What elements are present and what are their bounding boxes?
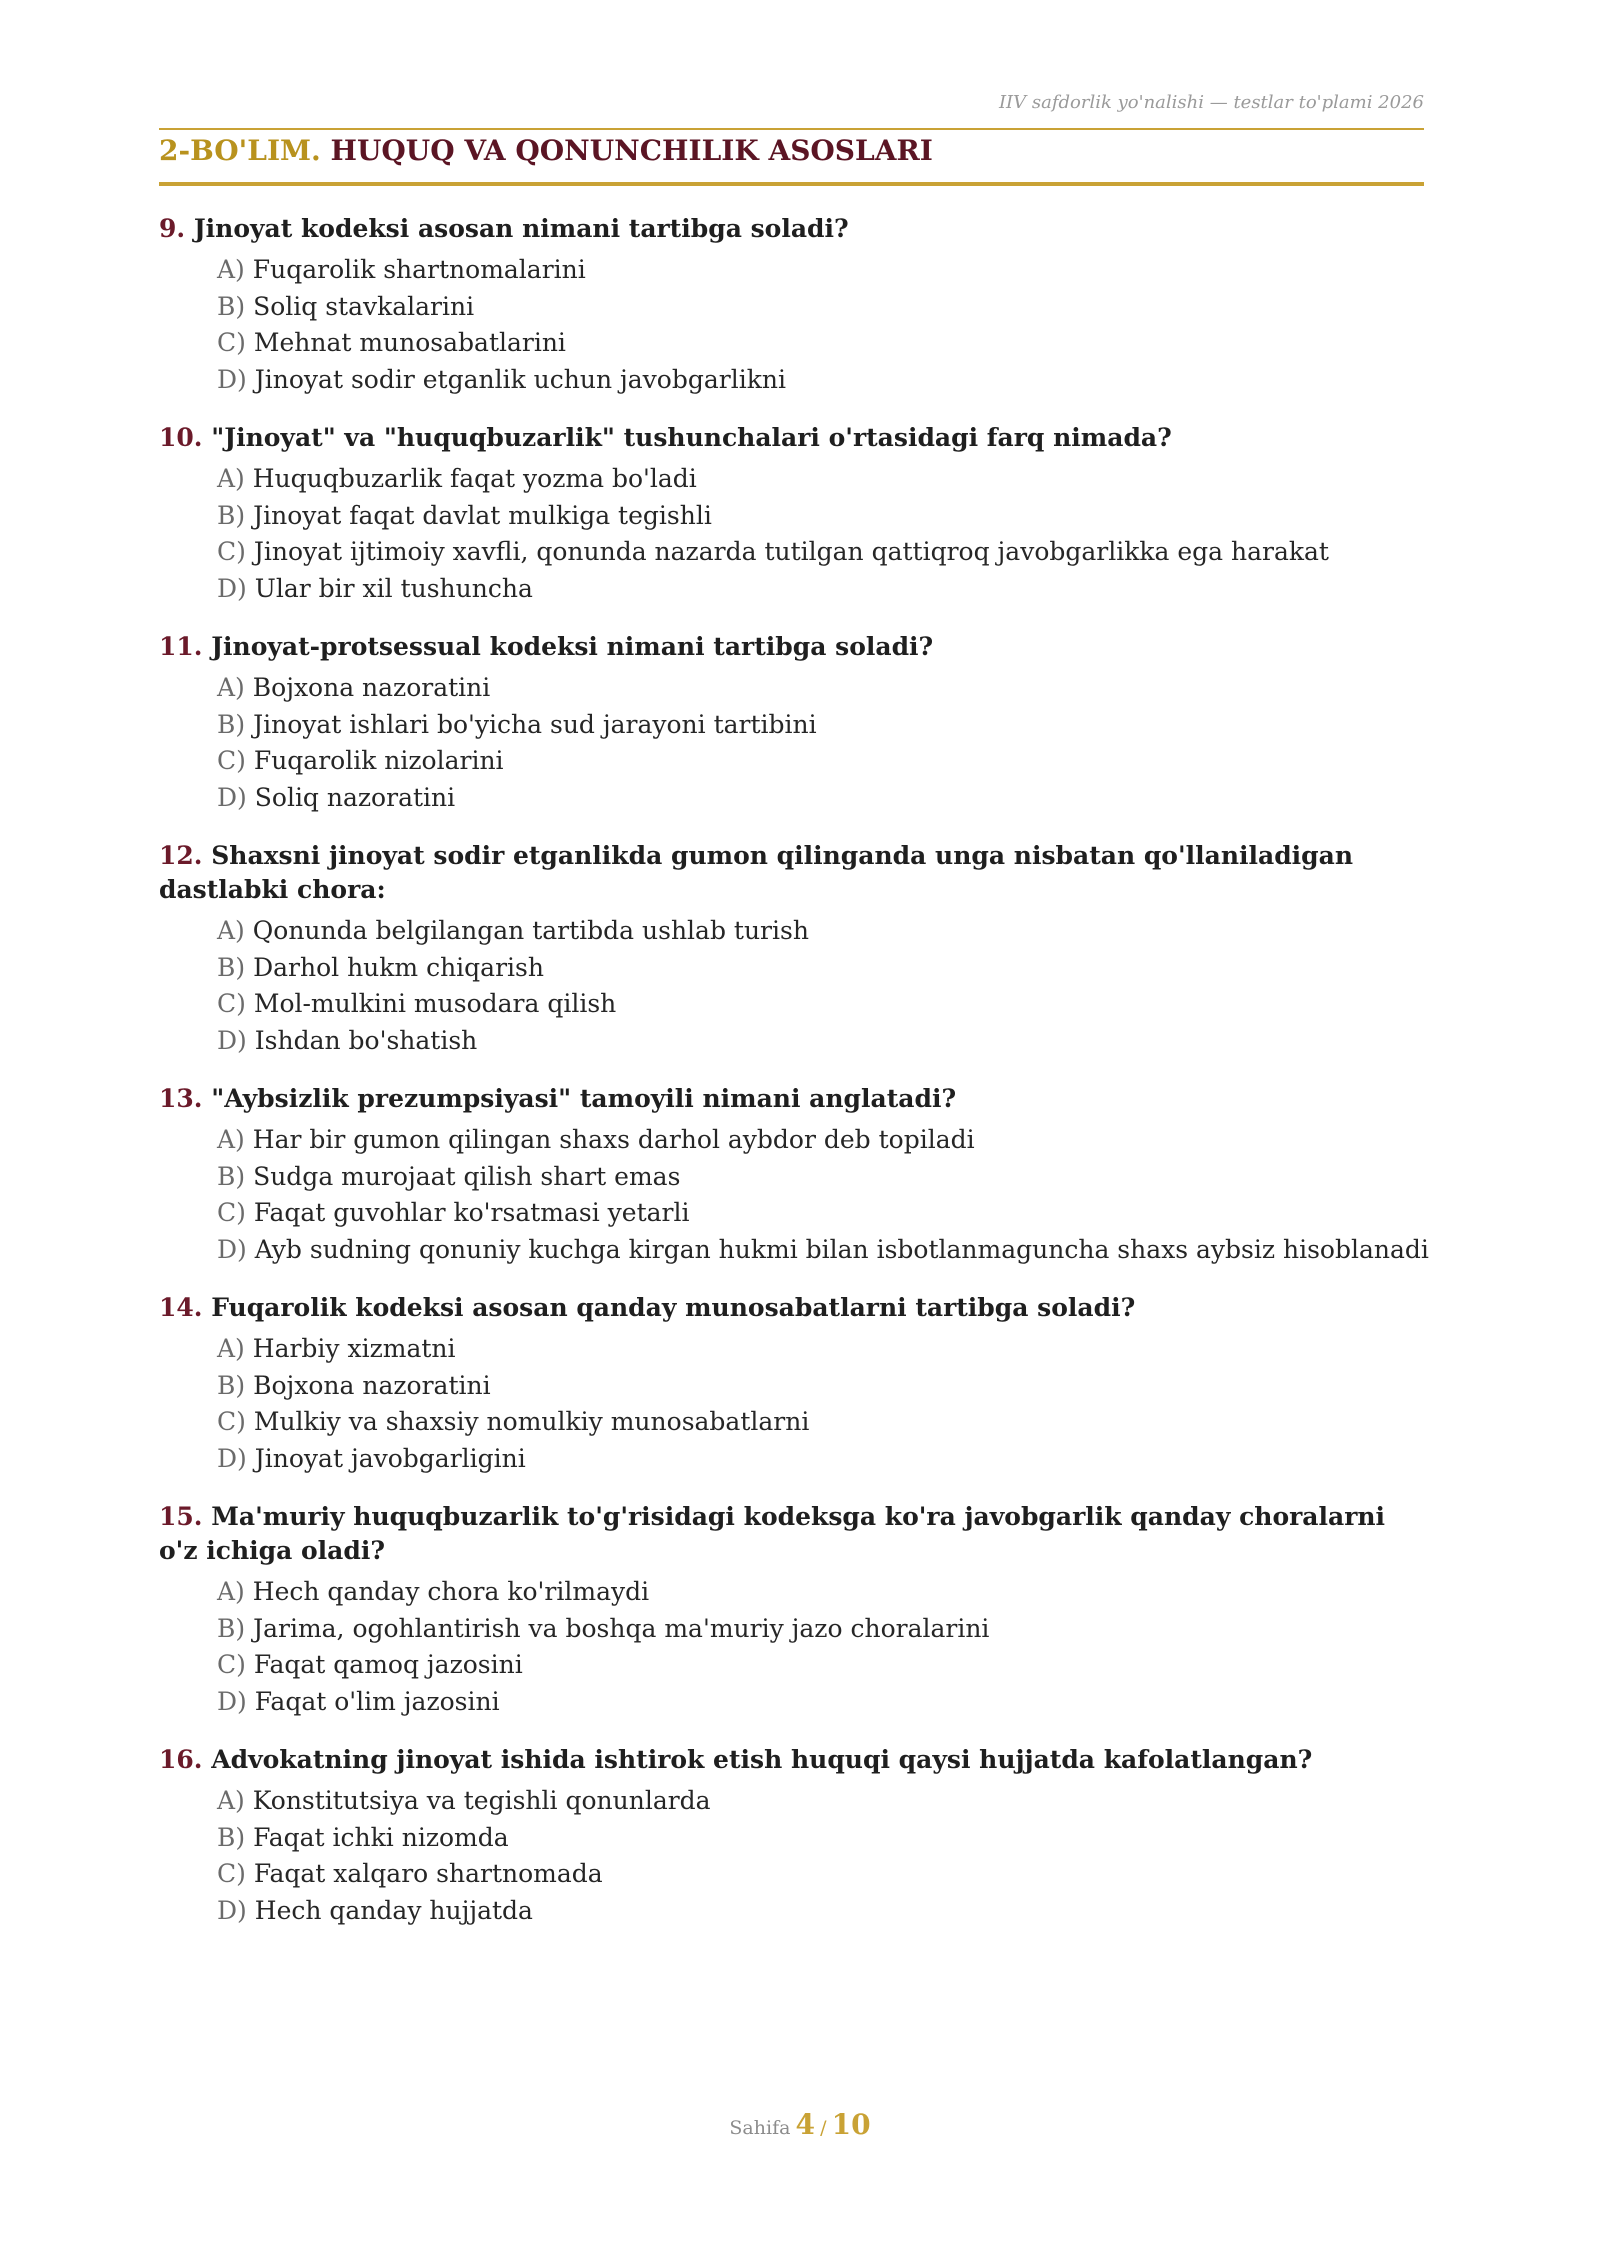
option-text: Faqat xalqaro shartnomada — [253, 1859, 603, 1888]
question-text — [159, 421, 1424, 455]
answer-options — [159, 1783, 1424, 1929]
option-text: Fuqarolik shartnomalarini — [252, 255, 586, 284]
answer-option — [217, 1232, 1429, 1269]
option-letter: D) — [217, 573, 247, 603]
option-text: Hech qanday chora ko'rilmaydi — [252, 1577, 650, 1606]
option-text: Faqat o'lim jazosini — [254, 1686, 500, 1716]
option-text: Ular bir xil tushuncha — [254, 573, 533, 603]
question-number: 12. — [159, 841, 203, 870]
answer-option — [217, 1159, 1424, 1196]
answer-option — [217, 986, 1424, 1023]
option-letter: A) — [217, 673, 245, 702]
answer-option — [217, 950, 1424, 987]
option-letter: A) — [217, 916, 245, 945]
question-body: Jinoyat kodeksi asosan nimani tartibga soladi? — [193, 214, 849, 243]
question-body: "Aybsizlik prezumpsiyasi" tamoyili nimani anglatadi? — [211, 1084, 957, 1113]
option-text: Qonunda belgilangan tartibda ushlab turish — [252, 916, 809, 945]
answer-option — [217, 289, 1424, 326]
option-letter: B) — [217, 952, 246, 982]
question-block — [159, 839, 1424, 1059]
current-page-number: 4 — [795, 2108, 816, 2141]
option-letter: C) — [217, 989, 246, 1018]
question-text — [159, 212, 1424, 246]
question-block — [159, 421, 1424, 607]
option-text: Harbiy xizmatni — [252, 1334, 456, 1363]
option-letter: D) — [217, 1895, 247, 1925]
answer-options — [159, 1331, 1424, 1477]
question-block — [159, 1291, 1424, 1477]
answer-option — [217, 670, 1424, 707]
option-letter: B) — [217, 1822, 246, 1852]
question-block — [159, 212, 1424, 398]
option-letter: C) — [217, 746, 246, 775]
option-text: Jinoyat javobgarligini — [254, 1443, 526, 1473]
option-letter: A) — [217, 1125, 245, 1154]
question-block — [159, 1743, 1424, 1929]
question-text — [159, 1743, 1424, 1777]
option-letter: D) — [217, 1234, 247, 1264]
option-letter: A) — [217, 1577, 245, 1606]
question-body: Shaxsni jinoyat sodir etganlikda gumon qilinganda unga nisbatan qo'llaniladigan dastlabki chora: — [159, 841, 1354, 904]
option-text: Soliq nazoratini — [254, 782, 456, 812]
option-text: Har bir gumon qilingan shaxs darhol aybdor deb topiladi — [252, 1125, 975, 1154]
option-text: Mol-mulkini musodara qilish — [253, 989, 617, 1018]
question-text — [159, 630, 1424, 664]
option-text: Soliq stavkalarini — [253, 291, 475, 321]
section-divider — [159, 182, 1424, 186]
section-title: HUQUQ VA QONUNCHILIK ASOSLARI — [330, 134, 933, 167]
question-number: 15. — [159, 1502, 203, 1531]
option-letter: C) — [217, 1407, 246, 1436]
option-text: Darhol hukm chiqarish — [253, 952, 544, 982]
option-text: Bojxona nazoratini — [252, 673, 491, 702]
header-divider — [159, 128, 1424, 130]
option-text: Huquqbuzarlik faqat yozma bo'ladi — [252, 464, 697, 493]
option-text: Faqat ichki nizomda — [253, 1822, 509, 1852]
option-text: Ishdan bo'shatish — [254, 1025, 478, 1055]
answer-option — [217, 1647, 1424, 1684]
question-body: Advokatning jinoyat ishida ishtirok etish huquqi qaysi hujjatda kafolatlangan? — [211, 1745, 1313, 1774]
answer-option — [217, 461, 1424, 498]
page-separator: / — [820, 2117, 827, 2139]
answer-option — [217, 571, 1424, 608]
question-body: "Jinoyat" va "huquqbuzarlik" tushunchalari o'rtasidagi farq nimada? — [211, 423, 1172, 452]
option-text: Fuqarolik nizolarini — [253, 746, 504, 775]
answer-option — [217, 1856, 1424, 1893]
option-text: Jinoyat ijtimoiy xavfli, qonunda nazarda tutilgan qattiqroq javobgarlikka ega harakat — [253, 537, 1329, 566]
question-number: 9. — [159, 214, 186, 243]
question-number: 11. — [159, 632, 203, 661]
answer-option — [217, 1195, 1424, 1232]
option-letter: D) — [217, 1686, 247, 1716]
answer-option — [217, 498, 1424, 535]
option-letter: B) — [217, 291, 246, 321]
total-pages: 10 — [831, 2108, 871, 2141]
option-text: Faqat guvohlar ko'rsatmasi yetarli — [253, 1198, 690, 1227]
answer-option — [217, 1893, 1424, 1930]
answer-option — [217, 1404, 1424, 1441]
question-text — [159, 1082, 1424, 1116]
option-letter: B) — [217, 1161, 246, 1191]
option-letter: A) — [217, 255, 245, 284]
answer-option — [217, 1331, 1424, 1368]
question-body: Jinoyat-protsessual kodeksi nimani tartibga soladi? — [211, 632, 934, 661]
answer-options — [159, 913, 1424, 1059]
question-body: Ma'muriy huquqbuzarlik to'g'risidagi kodeksga ko'ra javobgarlik qanday choralarni o'z ichiga oladi? — [159, 1502, 1386, 1565]
page-label: Sahifa — [729, 2117, 791, 2139]
option-text: Jinoyat sodir etganlik uchun javobgarlikni — [254, 364, 786, 394]
option-text: Sudga murojaat qilish shart emas — [253, 1161, 681, 1191]
section-number: 2-BO'LIM. — [159, 134, 321, 167]
question-block — [159, 1082, 1429, 1268]
option-letter: C) — [217, 537, 246, 566]
question-text — [159, 1291, 1424, 1325]
answer-option — [217, 1122, 1424, 1159]
answer-option — [217, 252, 1424, 289]
option-letter: A) — [217, 464, 245, 493]
option-letter: D) — [217, 1443, 247, 1473]
option-letter: D) — [217, 364, 247, 394]
question-number: 13. — [159, 1084, 203, 1113]
option-text: Faqat qamoq jazosini — [253, 1650, 523, 1679]
section-heading — [159, 134, 933, 167]
option-letter: B) — [217, 709, 246, 739]
answer-option — [217, 1368, 1424, 1405]
option-letter: D) — [217, 1025, 247, 1055]
question-text — [159, 839, 1424, 907]
question-body: Fuqarolik kodeksi asosan qanday munosabatlarni tartibga soladi? — [211, 1293, 1136, 1322]
answer-options — [159, 1574, 1424, 1720]
question-block — [159, 1500, 1424, 1720]
option-text: Mulkiy va shaxsiy nomulkiy munosabatlarni — [253, 1407, 810, 1436]
page-footer — [0, 2108, 1600, 2141]
option-text: Ayb sudning qonuniy kuchga kirgan hukmi bilan isbotlanmaguncha shaxs aybsiz hisoblanadi — [254, 1234, 1429, 1264]
answer-options — [159, 1122, 1429, 1268]
option-letter: C) — [217, 1198, 246, 1227]
option-text: Hech qanday hujjatda — [254, 1895, 533, 1925]
option-letter: B) — [217, 1370, 246, 1400]
question-block — [159, 630, 1424, 816]
option-letter: A) — [217, 1334, 245, 1363]
running-header: IIV safdorlik yo'nalishi — testlar to'plami 2026 — [998, 92, 1424, 113]
option-text: Jinoyat ishlari bo'yicha sud jarayoni tartibini — [253, 709, 817, 739]
answer-option — [217, 743, 1424, 780]
answer-option — [217, 1574, 1424, 1611]
question-number: 16. — [159, 1745, 203, 1774]
answer-option — [217, 913, 1424, 950]
answer-option — [217, 534, 1424, 571]
answer-option — [217, 707, 1424, 744]
option-letter: D) — [217, 782, 247, 812]
answer-option — [217, 1820, 1424, 1857]
option-text: Mehnat munosabatlarini — [253, 328, 566, 357]
question-list — [159, 212, 1429, 1952]
question-number: 10. — [159, 423, 203, 452]
answer-option — [217, 1441, 1424, 1478]
option-letter: C) — [217, 1859, 246, 1888]
answer-option — [217, 780, 1424, 817]
answer-option — [217, 1783, 1424, 1820]
answer-option — [217, 1611, 1424, 1648]
question-text — [159, 1500, 1424, 1568]
answer-option — [217, 1023, 1424, 1060]
option-text: Bojxona nazoratini — [253, 1370, 491, 1400]
answer-option — [217, 362, 1424, 399]
option-text: Jinoyat faqat davlat mulkiga tegishli — [253, 500, 712, 530]
option-text: Konstitutsiya va tegishli qonunlarda — [252, 1786, 711, 1815]
answer-options — [159, 461, 1424, 607]
option-letter: B) — [217, 1613, 246, 1643]
option-text: Jarima, ogohlantirish va boshqa ma'muriy jazo choralarini — [253, 1613, 990, 1643]
option-letter: B) — [217, 500, 246, 530]
question-number: 14. — [159, 1293, 203, 1322]
answer-option — [217, 1684, 1424, 1721]
option-letter: C) — [217, 1650, 246, 1679]
answer-options — [159, 670, 1424, 816]
answer-options — [159, 252, 1424, 398]
answer-option — [217, 325, 1424, 362]
option-letter: A) — [217, 1786, 245, 1815]
option-letter: C) — [217, 328, 246, 357]
